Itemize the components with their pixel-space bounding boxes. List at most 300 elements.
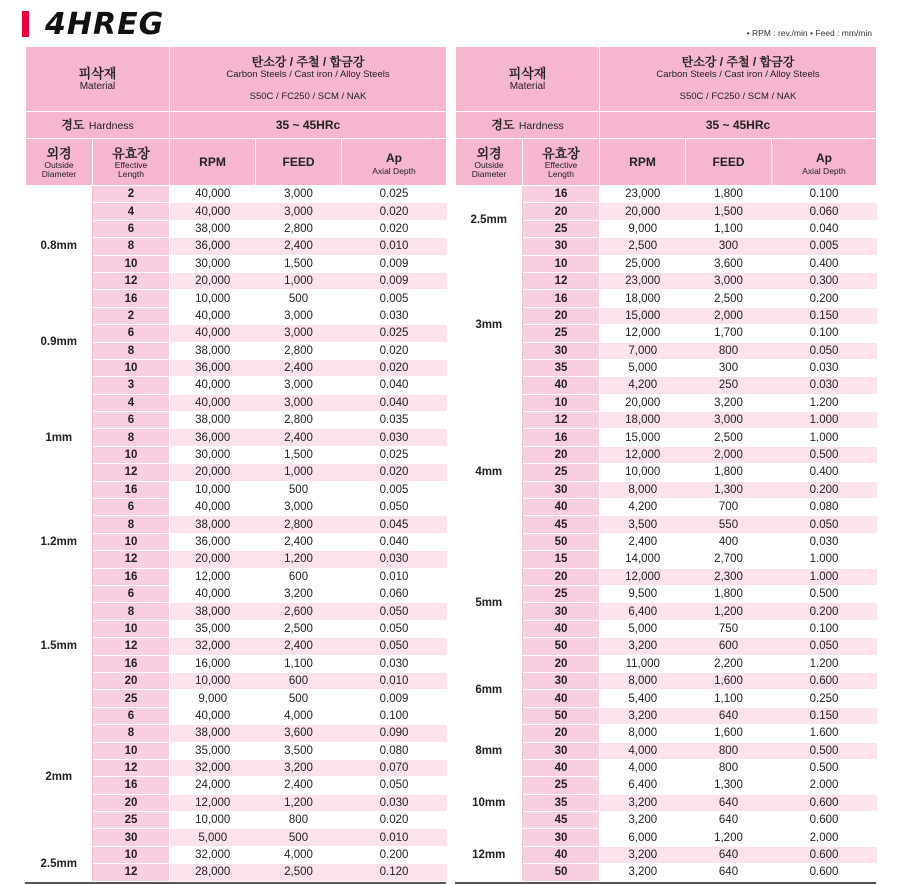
ap-cell: 0.050 — [772, 638, 877, 655]
ap-cell: 0.020 — [342, 342, 447, 359]
feed-cell: 640 — [686, 794, 772, 811]
length-cell: 6 — [93, 220, 170, 237]
length-cell: 6 — [93, 499, 170, 516]
rpm-cell: 40,000 — [170, 186, 256, 203]
rpm-cell: 9,000 — [600, 220, 686, 237]
feed-cell: 2,800 — [256, 412, 342, 429]
ap-cell: 1.000 — [772, 568, 877, 585]
length-cell: 16 — [93, 568, 170, 585]
diameter-cell: 2.5mm — [26, 846, 93, 881]
feed-cell: 800 — [686, 759, 772, 776]
feed-cell: 1,200 — [686, 829, 772, 846]
feed-cell: 1,300 — [686, 481, 772, 498]
rpm-cell: 3,200 — [600, 707, 686, 724]
ap-cell: 0.040 — [342, 533, 447, 550]
length-cell: 16 — [93, 290, 170, 307]
ap-cell: 0.010 — [342, 568, 447, 585]
rpm-cell: 15,000 — [600, 307, 686, 324]
table-row — [26, 307, 447, 324]
length-cell: 35 — [523, 359, 600, 376]
ap-cell: 1.200 — [772, 655, 877, 672]
length-cell: 25 — [523, 777, 600, 794]
rpm-cell: 5,000 — [600, 620, 686, 637]
ap-cell: 0.009 — [342, 690, 447, 707]
feed-cell: 2,600 — [256, 603, 342, 620]
rpm-cell: 10,000 — [170, 290, 256, 307]
rpm-cell: 11,000 — [600, 655, 686, 672]
table-row — [456, 725, 877, 742]
feed-cell: 500 — [256, 829, 342, 846]
ap-cell: 0.600 — [772, 794, 877, 811]
rpm-cell: 40,000 — [170, 307, 256, 324]
feed-cell: 2,400 — [256, 238, 342, 255]
feed-cell: 1,800 — [686, 585, 772, 602]
ap-cell: 0.030 — [772, 533, 877, 550]
length-cell: 25 — [523, 325, 600, 342]
length-cell: 20 — [523, 568, 600, 585]
length-cell: 40 — [523, 499, 600, 516]
length-cell: 45 — [523, 812, 600, 829]
feed-cell: 1,100 — [686, 690, 772, 707]
feed-cell: 1,700 — [686, 325, 772, 342]
length-cell: 8 — [93, 603, 170, 620]
rpm-cell: 38,000 — [170, 342, 256, 359]
rpm-cell: 35,000 — [170, 742, 256, 759]
ap-cell: 0.050 — [342, 499, 447, 516]
rpm-cell: 3,200 — [600, 812, 686, 829]
length-cell: 8 — [93, 516, 170, 533]
feed-cell: 550 — [686, 516, 772, 533]
feed-cell: 2,000 — [686, 307, 772, 324]
feed-cell: 1,000 — [256, 464, 342, 481]
rpm-cell: 28,000 — [170, 864, 256, 881]
ap-cell: 1.200 — [772, 394, 877, 411]
rpm-cell: 5,000 — [170, 829, 256, 846]
length-cell: 50 — [523, 864, 600, 881]
ap-cell: 0.035 — [342, 412, 447, 429]
length-cell: 6 — [93, 585, 170, 602]
rpm-cell: 20,000 — [170, 272, 256, 289]
length-cell: 10 — [93, 359, 170, 376]
diameter-cell: 1.2mm — [26, 499, 93, 586]
length-cell: 25 — [93, 812, 170, 829]
feed-cell: 3,200 — [686, 394, 772, 411]
feed-cell: 2,400 — [256, 429, 342, 446]
ap-cell: 0.300 — [772, 272, 877, 289]
length-cell: 40 — [523, 690, 600, 707]
length-cell: 15 — [523, 551, 600, 568]
ap-cell: 0.100 — [772, 325, 877, 342]
ap-cell: 0.010 — [342, 829, 447, 846]
ap-cell: 0.050 — [342, 638, 447, 655]
ap-cell: 0.600 — [772, 812, 877, 829]
ap-cell: 0.030 — [772, 359, 877, 376]
feed-cell: 3,000 — [256, 203, 342, 220]
feed-cell: 500 — [256, 290, 342, 307]
length-cell: 30 — [523, 481, 600, 498]
length-cell: 16 — [523, 186, 600, 203]
feed-cell: 3,200 — [256, 759, 342, 776]
length-cell: 2 — [93, 186, 170, 203]
feed-cell: 640 — [686, 864, 772, 881]
length-cell: 10 — [93, 846, 170, 863]
feed-cell: 700 — [686, 499, 772, 516]
length-cell: 12 — [93, 638, 170, 655]
ap-cell: 0.070 — [342, 759, 447, 776]
title-accent-bar — [22, 11, 29, 37]
rpm-cell: 10,000 — [170, 672, 256, 689]
ap-cell: 0.040 — [342, 394, 447, 411]
length-cell: 10 — [523, 394, 600, 411]
length-cell: 20 — [523, 307, 600, 324]
feed-cell: 3,600 — [256, 725, 342, 742]
feed-cell: 300 — [686, 238, 772, 255]
ap-cell: 0.030 — [342, 551, 447, 568]
feed-cell: 1,800 — [686, 464, 772, 481]
table-row — [26, 499, 447, 516]
length-cell: 30 — [523, 603, 600, 620]
rpm-cell: 14,000 — [600, 551, 686, 568]
diameter-cell: 12mm — [456, 829, 523, 881]
feed-cell: 1,000 — [256, 272, 342, 289]
rpm-cell: 20,000 — [600, 394, 686, 411]
length-cell: 40 — [523, 620, 600, 637]
feed-cell: 750 — [686, 620, 772, 637]
length-cell: 40 — [523, 377, 600, 394]
ap-cell: 1.000 — [772, 429, 877, 446]
feed-cell: 2,500 — [256, 620, 342, 637]
rpm-header: RPM — [170, 139, 256, 186]
length-cell: 2 — [93, 307, 170, 324]
table-body-right — [456, 186, 877, 882]
rpm-cell: 40,000 — [170, 394, 256, 411]
ap-cell: 0.500 — [772, 446, 877, 463]
rpm-cell: 6,400 — [600, 603, 686, 620]
length-cell: 40 — [523, 846, 600, 863]
ap-cell: 0.120 — [342, 864, 447, 881]
ap-cell: 0.009 — [342, 272, 447, 289]
length-cell: 6 — [93, 412, 170, 429]
table-row — [456, 255, 877, 272]
length-cell: 4 — [93, 203, 170, 220]
rpm-cell: 38,000 — [170, 516, 256, 533]
diameter-header: 외경 Outside Diameter — [456, 139, 523, 186]
ap-cell: 0.500 — [772, 759, 877, 776]
length-cell: 20 — [523, 446, 600, 463]
rpm-cell: 38,000 — [170, 220, 256, 237]
page-title: 4HREG — [45, 6, 165, 42]
rpm-cell: 10,000 — [600, 464, 686, 481]
ap-cell: 0.200 — [342, 846, 447, 863]
feed-cell: 640 — [686, 812, 772, 829]
feed-cell: 1,500 — [256, 446, 342, 463]
length-cell: 40 — [523, 759, 600, 776]
rpm-cell: 36,000 — [170, 359, 256, 376]
table-body-left — [26, 186, 447, 882]
length-cell: 4 — [93, 394, 170, 411]
length-header: 유효장 Effective Length — [523, 139, 600, 186]
rpm-cell: 7,000 — [600, 342, 686, 359]
workpiece-header: 탄소강 / 주철 / 합금강 Carbon Steels / Cast iron / Alloy Steels S50C / FC250 / SCM / NAK — [170, 47, 447, 112]
length-cell: 10 — [93, 620, 170, 637]
feed-cell: 1,200 — [256, 794, 342, 811]
ap-cell: 0.060 — [772, 203, 877, 220]
length-cell: 25 — [523, 464, 600, 481]
hardness-value: 35 ~ 45HRc — [170, 112, 447, 139]
ap-cell: 0.400 — [772, 255, 877, 272]
ap-cell: 0.030 — [342, 655, 447, 672]
ap-cell: 0.500 — [772, 585, 877, 602]
length-cell: 16 — [523, 290, 600, 307]
feed-cell: 1,600 — [686, 672, 772, 689]
feed-cell: 500 — [256, 690, 342, 707]
ap-cell: 0.050 — [342, 603, 447, 620]
ap-cell: 0.020 — [342, 203, 447, 220]
ap-cell: 1.000 — [772, 412, 877, 429]
rpm-cell: 4,200 — [600, 377, 686, 394]
feed-cell: 4,000 — [256, 846, 342, 863]
feed-cell: 600 — [256, 672, 342, 689]
diameter-cell: 0.9mm — [26, 307, 93, 377]
ap-header: Ap Axial Depth — [342, 139, 447, 186]
length-cell: 12 — [523, 272, 600, 289]
rpm-cell: 10,000 — [170, 481, 256, 498]
feed-cell: 3,000 — [256, 377, 342, 394]
length-cell: 12 — [93, 272, 170, 289]
ap-cell: 0.010 — [342, 672, 447, 689]
length-cell: 8 — [93, 238, 170, 255]
length-cell: 20 — [93, 794, 170, 811]
feed-cell: 600 — [686, 638, 772, 655]
table-row — [26, 377, 447, 394]
rpm-cell: 24,000 — [170, 777, 256, 794]
length-cell: 8 — [93, 725, 170, 742]
ap-cell: 0.030 — [342, 429, 447, 446]
ap-cell: 2.000 — [772, 777, 877, 794]
ap-cell: 0.020 — [342, 359, 447, 376]
length-cell: 6 — [93, 325, 170, 342]
ap-cell: 0.600 — [772, 846, 877, 863]
feed-cell: 2,200 — [686, 655, 772, 672]
rpm-cell: 30,000 — [170, 446, 256, 463]
rpm-cell: 12,000 — [170, 794, 256, 811]
rpm-cell: 40,000 — [170, 325, 256, 342]
length-cell: 10 — [93, 446, 170, 463]
table-row — [26, 585, 447, 602]
feed-cell: 800 — [686, 742, 772, 759]
ap-cell: 0.025 — [342, 446, 447, 463]
diameter-header: 외경 Outside Diameter — [26, 139, 93, 186]
feed-cell: 1,100 — [256, 655, 342, 672]
diameter-cell: 3mm — [456, 255, 523, 394]
ap-cell: 0.100 — [772, 186, 877, 203]
table-row — [456, 829, 877, 846]
length-cell: 12 — [523, 412, 600, 429]
length-cell: 30 — [523, 672, 600, 689]
ap-cell: 0.050 — [342, 777, 447, 794]
feed-cell: 3,000 — [256, 186, 342, 203]
rpm-cell: 8,000 — [600, 672, 686, 689]
length-cell: 10 — [93, 742, 170, 759]
diameter-cell: 2.5mm — [456, 186, 523, 256]
rpm-cell: 12,000 — [600, 325, 686, 342]
length-cell: 30 — [523, 829, 600, 846]
length-cell: 16 — [523, 429, 600, 446]
length-cell: 20 — [523, 725, 600, 742]
rpm-cell: 40,000 — [170, 585, 256, 602]
ap-cell: 0.200 — [772, 603, 877, 620]
rpm-cell: 32,000 — [170, 759, 256, 776]
feed-cell: 2,400 — [256, 533, 342, 550]
ap-cell: 0.005 — [772, 238, 877, 255]
diameter-cell: 10mm — [456, 777, 523, 829]
ap-cell: 0.025 — [342, 325, 447, 342]
ap-cell: 0.040 — [342, 377, 447, 394]
feed-cell: 400 — [686, 533, 772, 550]
table-row — [456, 186, 877, 203]
feed-cell: 2,500 — [256, 864, 342, 881]
rpm-cell: 16,000 — [170, 655, 256, 672]
feed-cell: 3,200 — [256, 585, 342, 602]
ap-cell: 0.200 — [772, 481, 877, 498]
rpm-cell: 38,000 — [170, 412, 256, 429]
feed-cell: 2,800 — [256, 220, 342, 237]
diameter-cell: 6mm — [456, 655, 523, 725]
feed-cell: 2,400 — [256, 777, 342, 794]
title-bar — [22, 8, 164, 40]
feed-cell: 800 — [256, 812, 342, 829]
table-bottom-rule — [455, 882, 876, 884]
table-row — [456, 551, 877, 568]
rpm-cell: 3,500 — [600, 516, 686, 533]
rpm-cell: 5,400 — [600, 690, 686, 707]
diameter-cell: 0.8mm — [26, 186, 93, 308]
table-row — [456, 394, 877, 411]
rpm-cell: 20,000 — [600, 203, 686, 220]
cutting-table-left — [25, 46, 446, 884]
diameter-cell: 4mm — [456, 394, 523, 551]
rpm-cell: 20,000 — [170, 464, 256, 481]
length-cell: 45 — [523, 516, 600, 533]
length-cell: 25 — [93, 690, 170, 707]
length-cell: 30 — [523, 238, 600, 255]
ap-cell: 0.090 — [342, 725, 447, 742]
length-cell: 35 — [523, 794, 600, 811]
table-bottom-rule — [25, 882, 446, 884]
feed-cell: 2,500 — [686, 290, 772, 307]
length-cell: 10 — [93, 533, 170, 550]
length-cell: 30 — [523, 342, 600, 359]
table-row — [456, 777, 877, 794]
ap-cell: 0.250 — [772, 690, 877, 707]
feed-cell: 600 — [256, 568, 342, 585]
ap-cell: 0.020 — [342, 220, 447, 237]
feed-cell: 4,000 — [256, 707, 342, 724]
length-cell: 16 — [93, 481, 170, 498]
rpm-cell: 8,000 — [600, 481, 686, 498]
rpm-cell: 36,000 — [170, 429, 256, 446]
length-cell: 3 — [93, 377, 170, 394]
length-cell: 6 — [93, 707, 170, 724]
rpm-cell: 32,000 — [170, 846, 256, 863]
ap-cell: 0.030 — [342, 794, 447, 811]
rpm-cell: 8,000 — [600, 725, 686, 742]
feed-cell: 640 — [686, 846, 772, 863]
table-row — [456, 655, 877, 672]
hardness-header: 경도 Hardness — [26, 112, 170, 139]
ap-cell: 0.040 — [772, 220, 877, 237]
diameter-cell: 1.5mm — [26, 585, 93, 707]
rpm-cell: 36,000 — [170, 238, 256, 255]
ap-cell: 0.030 — [772, 377, 877, 394]
rpm-cell: 10,000 — [170, 812, 256, 829]
rpm-cell: 23,000 — [600, 186, 686, 203]
feed-cell: 3,600 — [686, 255, 772, 272]
ap-cell: 0.600 — [772, 672, 877, 689]
ap-cell: 0.050 — [772, 516, 877, 533]
rpm-cell: 40,000 — [170, 377, 256, 394]
feed-cell: 3,000 — [686, 272, 772, 289]
rpm-cell: 40,000 — [170, 203, 256, 220]
rpm-cell: 3,200 — [600, 864, 686, 881]
ap-cell: 0.005 — [342, 481, 447, 498]
feed-cell: 640 — [686, 707, 772, 724]
length-cell: 25 — [523, 585, 600, 602]
ap-cell: 0.009 — [342, 255, 447, 272]
rpm-cell: 4,200 — [600, 499, 686, 516]
rpm-cell: 32,000 — [170, 638, 256, 655]
length-cell: 30 — [523, 742, 600, 759]
feed-cell: 1,300 — [686, 777, 772, 794]
ap-cell: 0.500 — [772, 742, 877, 759]
feed-header: FEED — [686, 139, 772, 186]
ap-header: Ap Axial Depth — [772, 139, 877, 186]
ap-cell: 2.000 — [772, 829, 877, 846]
ap-cell: 0.005 — [342, 290, 447, 307]
rpm-cell: 36,000 — [170, 533, 256, 550]
diameter-cell: 1mm — [26, 377, 93, 499]
feed-cell: 2,800 — [256, 342, 342, 359]
length-cell: 8 — [93, 429, 170, 446]
feed-cell: 2,000 — [686, 446, 772, 463]
feed-cell: 1,500 — [686, 203, 772, 220]
ap-cell: 0.010 — [342, 238, 447, 255]
feed-cell: 2,800 — [256, 516, 342, 533]
feed-cell: 3,500 — [256, 742, 342, 759]
feed-cell: 300 — [686, 359, 772, 376]
ap-cell: 0.030 — [342, 307, 447, 324]
rpm-cell: 38,000 — [170, 725, 256, 742]
hardness-header: 경도 Hardness — [456, 112, 600, 139]
hardness-value: 35 ~ 45HRc — [600, 112, 877, 139]
feed-cell: 3,000 — [256, 394, 342, 411]
diameter-cell: 8mm — [456, 725, 523, 777]
length-cell: 10 — [93, 255, 170, 272]
length-cell: 50 — [523, 638, 600, 655]
units-note: • RPM : rev./min • Feed : mm/min — [746, 28, 872, 38]
workpiece-header: 탄소강 / 주철 / 합금강 Carbon Steels / Cast iron / Alloy Steels S50C / FC250 / SCM / NAK — [600, 47, 877, 112]
rpm-cell: 9,000 — [170, 690, 256, 707]
rpm-cell: 3,200 — [600, 846, 686, 863]
feed-cell: 1,200 — [686, 603, 772, 620]
length-header: 유효장 Effective Length — [93, 139, 170, 186]
feed-cell: 1,600 — [686, 725, 772, 742]
ap-cell: 0.150 — [772, 707, 877, 724]
ap-cell: 0.150 — [772, 307, 877, 324]
rpm-cell: 38,000 — [170, 603, 256, 620]
ap-cell: 0.050 — [772, 342, 877, 359]
ap-cell: 0.080 — [342, 742, 447, 759]
